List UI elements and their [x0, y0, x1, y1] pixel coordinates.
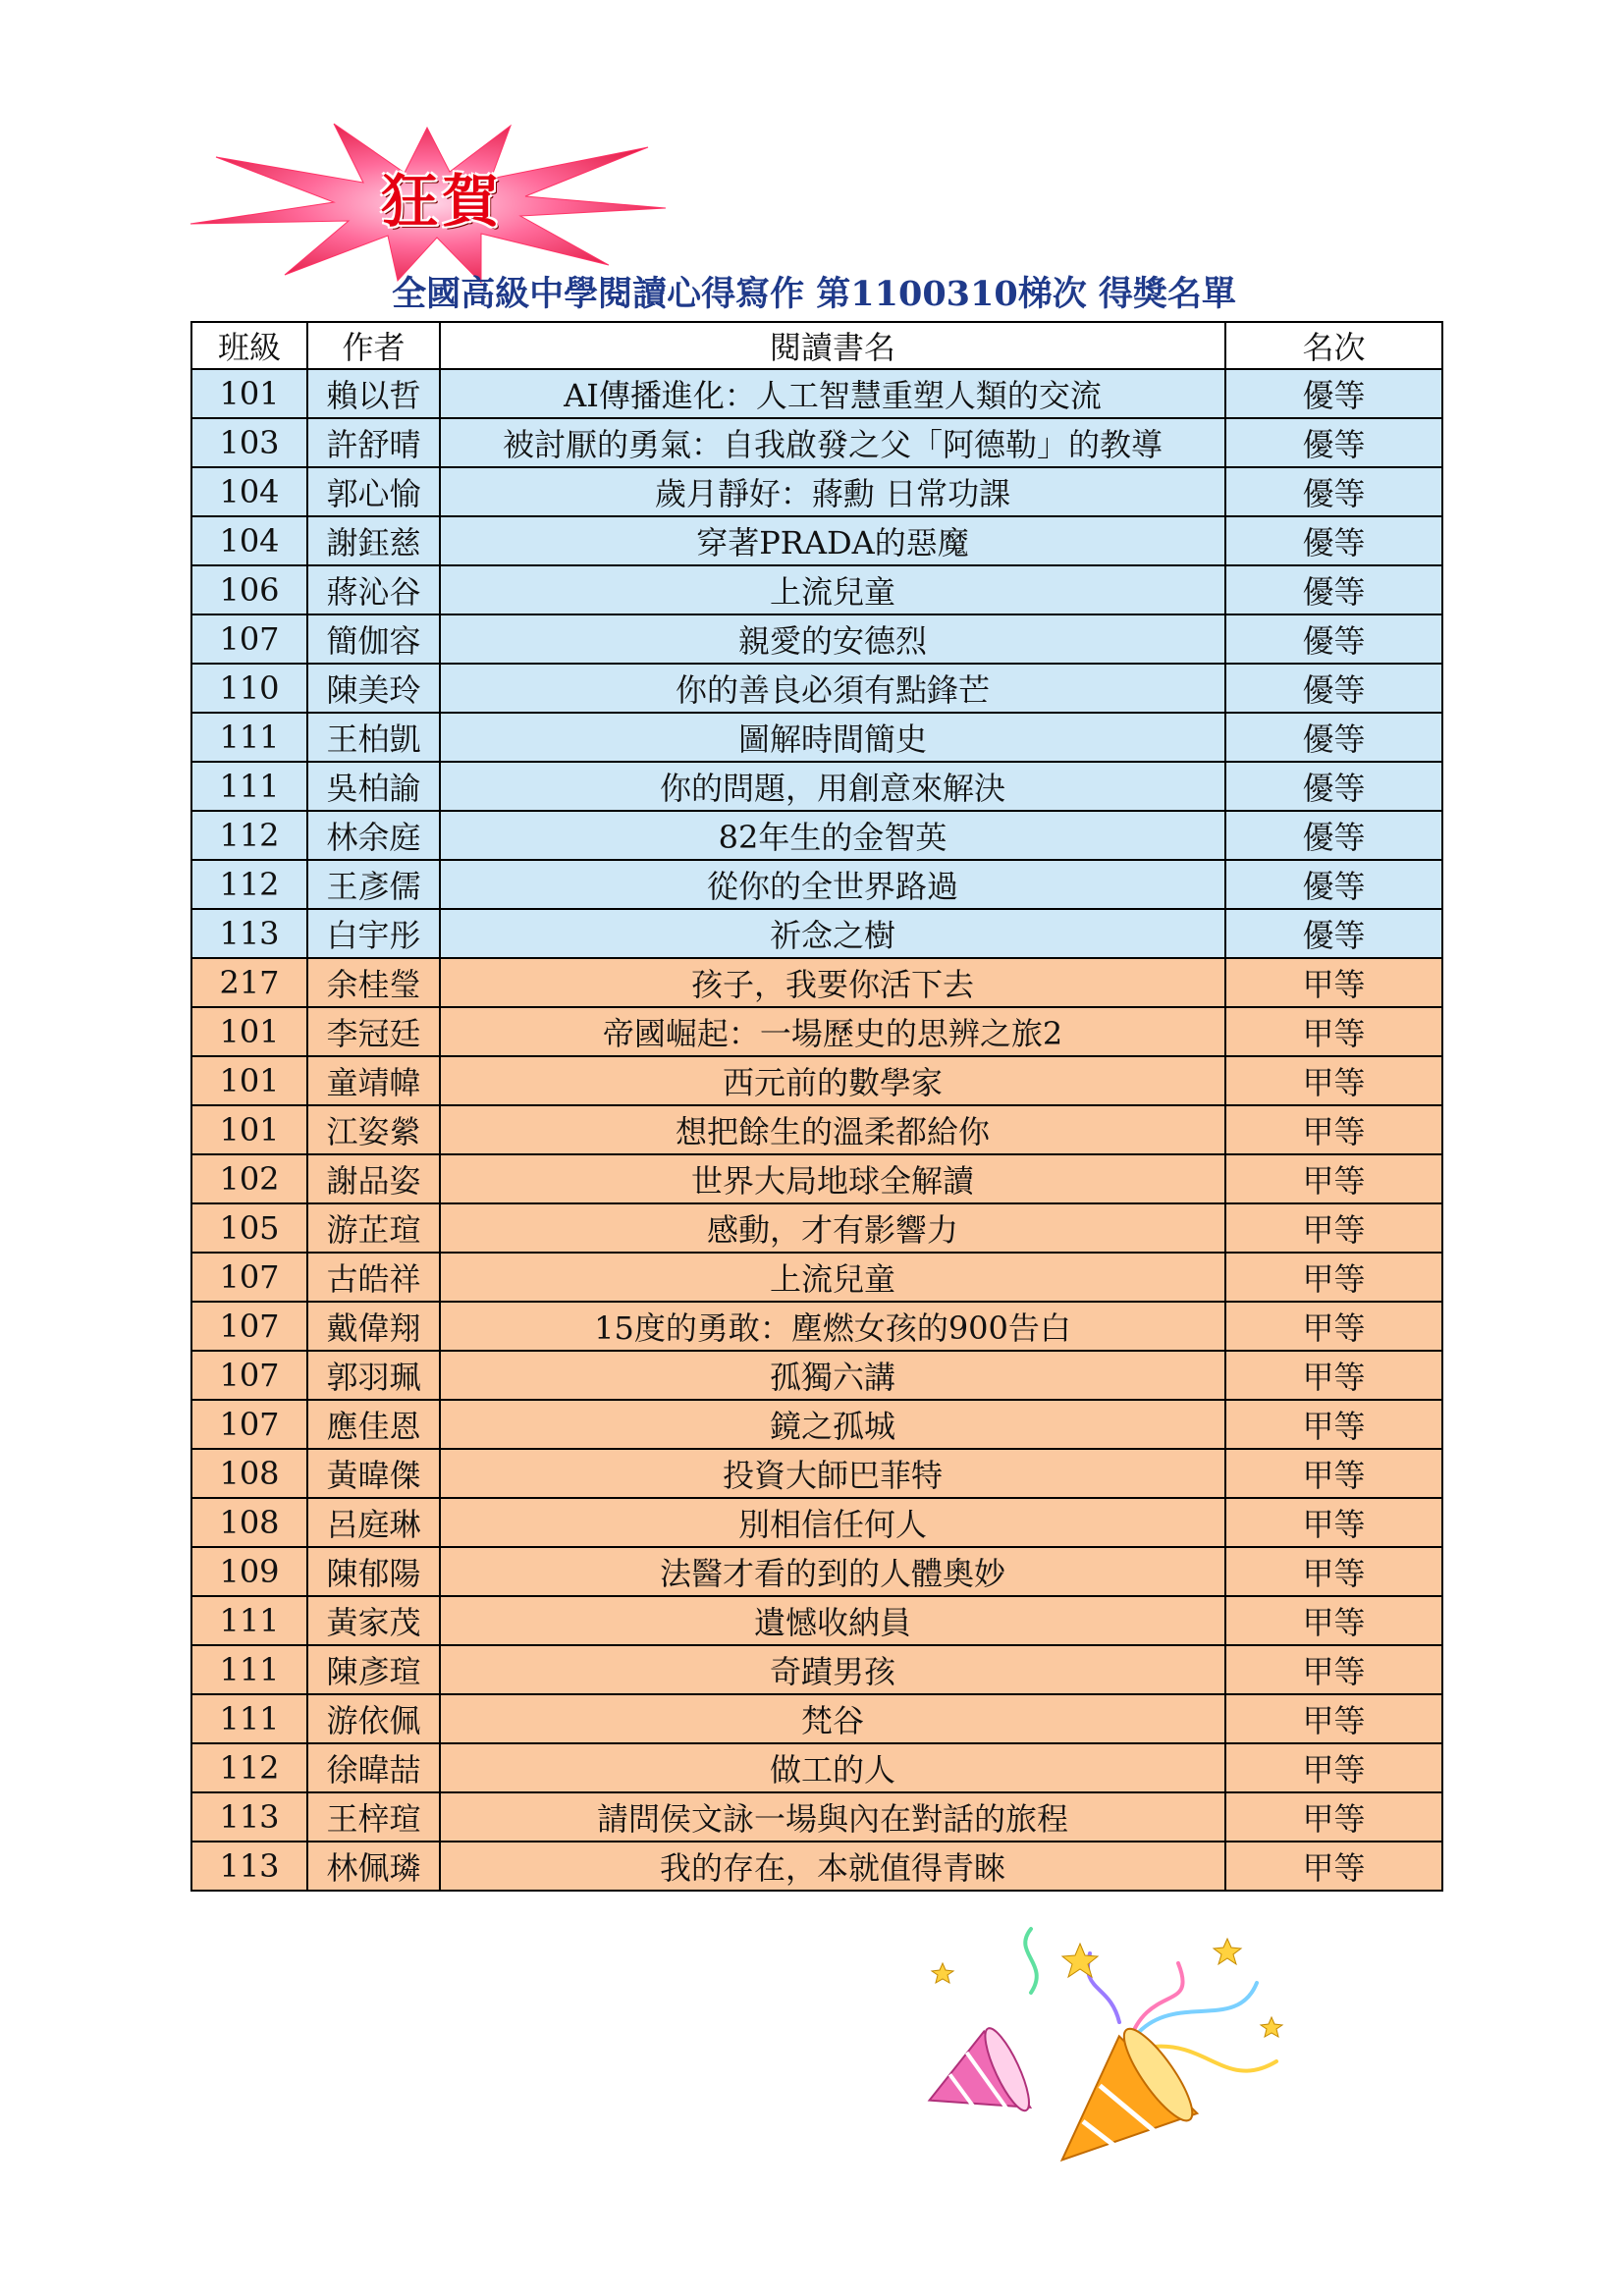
header-book-title: 閱讀書名	[440, 322, 1225, 369]
cell-class: 113	[191, 1792, 307, 1842]
cell-author: 江姿縈	[307, 1105, 440, 1154]
cell-book-title: 孩子，我要你活下去	[440, 958, 1225, 1007]
table-row	[191, 516, 1442, 565]
cell-rank: 優等	[1225, 516, 1442, 565]
cell-book-title: 感動，才有影響力	[440, 1203, 1225, 1253]
award-table	[190, 321, 1443, 1892]
cell-class: 105	[191, 1203, 307, 1253]
cell-author: 戴偉翔	[307, 1302, 440, 1351]
cell-class: 108	[191, 1449, 307, 1498]
cell-rank: 甲等	[1225, 1203, 1442, 1253]
cell-rank: 甲等	[1225, 1007, 1442, 1056]
table-row	[191, 958, 1442, 1007]
cell-class: 107	[191, 1253, 307, 1302]
cell-class: 112	[191, 860, 307, 909]
cell-author: 白宇彤	[307, 909, 440, 958]
cell-class: 106	[191, 565, 307, 614]
cell-rank: 甲等	[1225, 1449, 1442, 1498]
cell-book-title: 做工的人	[440, 1743, 1225, 1792]
cell-class: 104	[191, 516, 307, 565]
cell-book-title: 從你的全世界路過	[440, 860, 1225, 909]
page-title: 全國高級中學閱讀心得寫作 第1100310梯次 得獎名單	[392, 274, 1236, 314]
cell-rank: 甲等	[1225, 1645, 1442, 1694]
cell-book-title: 親愛的安德烈	[440, 614, 1225, 664]
cell-class: 111	[191, 762, 307, 811]
table-row	[191, 909, 1442, 958]
cell-rank: 甲等	[1225, 1400, 1442, 1449]
cell-class: 101	[191, 1105, 307, 1154]
table-row	[191, 1498, 1442, 1547]
cell-book-title: 圖解時間簡史	[440, 713, 1225, 762]
cell-rank: 優等	[1225, 664, 1442, 713]
cell-author: 郭羽珮	[307, 1351, 440, 1400]
table-row	[191, 664, 1442, 713]
banner-text: 狂賀	[380, 168, 503, 235]
cell-book-title: 想把餘生的溫柔都給你	[440, 1105, 1225, 1154]
cell-rank: 甲等	[1225, 1105, 1442, 1154]
table-row	[191, 1400, 1442, 1449]
cell-author: 黃暐傑	[307, 1449, 440, 1498]
cell-class: 217	[191, 958, 307, 1007]
cell-author: 謝品姿	[307, 1154, 440, 1203]
cell-rank: 優等	[1225, 369, 1442, 418]
cell-author: 簡伽容	[307, 614, 440, 664]
cell-author: 陳郁陽	[307, 1547, 440, 1596]
cell-author: 林余庭	[307, 811, 440, 860]
cell-book-title: 15度的勇敢：塵燃女孩的900告白	[440, 1302, 1225, 1351]
table-row	[191, 1743, 1442, 1792]
cell-book-title: 祈念之樹	[440, 909, 1225, 958]
cell-class: 111	[191, 1645, 307, 1694]
cell-author: 古皓祥	[307, 1253, 440, 1302]
table-row	[191, 811, 1442, 860]
table-row	[191, 1056, 1442, 1105]
cell-author: 王柏凱	[307, 713, 440, 762]
cell-author: 徐暐喆	[307, 1743, 440, 1792]
cell-class: 109	[191, 1547, 307, 1596]
table-row	[191, 1302, 1442, 1351]
header-class: 班級	[191, 322, 307, 369]
party-popper-icon	[884, 1924, 1296, 2179]
cell-rank: 優等	[1225, 565, 1442, 614]
cell-book-title: AI傳播進化：人工智慧重塑人類的交流	[440, 369, 1225, 418]
cell-author: 游芷瑄	[307, 1203, 440, 1253]
cell-book-title: 世界大局地球全解讀	[440, 1154, 1225, 1203]
cell-author: 郭心愉	[307, 467, 440, 516]
cell-rank: 優等	[1225, 614, 1442, 664]
cell-book-title: 我的存在，本就值得青睞	[440, 1842, 1225, 1891]
cell-book-title: 上流兒童	[440, 1253, 1225, 1302]
table-row	[191, 1154, 1442, 1203]
cell-class: 104	[191, 467, 307, 516]
cell-author: 賴以哲	[307, 369, 440, 418]
cell-rank: 甲等	[1225, 1792, 1442, 1842]
cell-book-title: 請問侯文詠一場與內在對話的旅程	[440, 1792, 1225, 1842]
cell-author: 林佩璘	[307, 1842, 440, 1891]
cell-rank: 甲等	[1225, 1596, 1442, 1645]
cell-author: 呂庭琳	[307, 1498, 440, 1547]
cell-author: 王梓瑄	[307, 1792, 440, 1842]
cell-author: 應佳恩	[307, 1400, 440, 1449]
cell-book-title: 孤獨六講	[440, 1351, 1225, 1400]
cell-class: 111	[191, 1596, 307, 1645]
table-row	[191, 1547, 1442, 1596]
cell-rank: 甲等	[1225, 1743, 1442, 1792]
cell-book-title: 投資大師巴菲特	[440, 1449, 1225, 1498]
table-row	[191, 1203, 1442, 1253]
table-row	[191, 1842, 1442, 1891]
cell-rank: 優等	[1225, 467, 1442, 516]
cell-class: 113	[191, 909, 307, 958]
cell-class: 107	[191, 1351, 307, 1400]
cell-author: 王彥儒	[307, 860, 440, 909]
cell-rank: 甲等	[1225, 1694, 1442, 1743]
cell-class: 107	[191, 1400, 307, 1449]
table-row	[191, 565, 1442, 614]
cell-book-title: 上流兒童	[440, 565, 1225, 614]
cell-class: 103	[191, 418, 307, 467]
cell-book-title: 法醫才看的到的人體奧妙	[440, 1547, 1225, 1596]
cell-class: 108	[191, 1498, 307, 1547]
table-header-row	[191, 322, 1442, 369]
cell-author: 童靖幃	[307, 1056, 440, 1105]
cell-class: 112	[191, 1743, 307, 1792]
cell-class: 101	[191, 1007, 307, 1056]
cell-book-title: 歲月靜好：蔣勳 日常功課	[440, 467, 1225, 516]
cell-rank: 優等	[1225, 860, 1442, 909]
cell-rank: 優等	[1225, 418, 1442, 467]
cell-class: 102	[191, 1154, 307, 1203]
cell-book-title: 奇蹟男孩	[440, 1645, 1225, 1694]
cell-book-title: 你的問題，用創意來解決	[440, 762, 1225, 811]
table-row	[191, 860, 1442, 909]
cell-rank: 甲等	[1225, 1302, 1442, 1351]
cell-rank: 甲等	[1225, 1498, 1442, 1547]
cell-book-title: 別相信任何人	[440, 1498, 1225, 1547]
cell-rank: 甲等	[1225, 1351, 1442, 1400]
header-author: 作者	[307, 322, 440, 369]
cell-author: 余桂瑩	[307, 958, 440, 1007]
cell-book-title: 穿著PRADA的惡魔	[440, 516, 1225, 565]
cell-rank: 優等	[1225, 909, 1442, 958]
cell-rank: 甲等	[1225, 958, 1442, 1007]
cell-author: 陳美玲	[307, 664, 440, 713]
table-row	[191, 1449, 1442, 1498]
cell-author: 黃家茂	[307, 1596, 440, 1645]
cell-book-title: 你的善良必須有點鋒芒	[440, 664, 1225, 713]
header-rank: 名次	[1225, 322, 1442, 369]
cell-class: 111	[191, 1694, 307, 1743]
cell-author: 吳柏諭	[307, 762, 440, 811]
table-row	[191, 418, 1442, 467]
cell-author: 游依佩	[307, 1694, 440, 1743]
table-row	[191, 1694, 1442, 1743]
table-row	[191, 467, 1442, 516]
table-row	[191, 1007, 1442, 1056]
table-row	[191, 1596, 1442, 1645]
cell-rank: 甲等	[1225, 1547, 1442, 1596]
table-row	[191, 614, 1442, 664]
cell-book-title: 帝國崛起：一場歷史的思辨之旅2	[440, 1007, 1225, 1056]
cell-author: 蔣沁谷	[307, 565, 440, 614]
cell-book-title: 遺憾收納員	[440, 1596, 1225, 1645]
table-row	[191, 1105, 1442, 1154]
cell-rank: 甲等	[1225, 1842, 1442, 1891]
cell-author: 謝鈺慈	[307, 516, 440, 565]
cell-author: 陳彥瑄	[307, 1645, 440, 1694]
cell-class: 112	[191, 811, 307, 860]
cell-class: 107	[191, 1302, 307, 1351]
cell-class: 101	[191, 1056, 307, 1105]
cell-book-title: 鏡之孤城	[440, 1400, 1225, 1449]
cell-rank: 優等	[1225, 811, 1442, 860]
cell-class: 111	[191, 713, 307, 762]
cell-book-title: 梵谷	[440, 1694, 1225, 1743]
cell-book-title: 82年生的金智英	[440, 811, 1225, 860]
cell-rank: 甲等	[1225, 1056, 1442, 1105]
cell-class: 113	[191, 1842, 307, 1891]
table-row	[191, 713, 1442, 762]
cell-class: 101	[191, 369, 307, 418]
table-row	[191, 1792, 1442, 1842]
cell-author: 李冠廷	[307, 1007, 440, 1056]
cell-author: 許舒晴	[307, 418, 440, 467]
cell-rank: 甲等	[1225, 1253, 1442, 1302]
table-row	[191, 1645, 1442, 1694]
cell-rank: 優等	[1225, 713, 1442, 762]
table-row	[191, 369, 1442, 418]
cell-rank: 優等	[1225, 762, 1442, 811]
cell-book-title: 西元前的數學家	[440, 1056, 1225, 1105]
cell-class: 110	[191, 664, 307, 713]
table-row	[191, 762, 1442, 811]
table-row	[191, 1253, 1442, 1302]
cell-rank: 甲等	[1225, 1154, 1442, 1203]
table-row	[191, 1351, 1442, 1400]
cell-class: 107	[191, 614, 307, 664]
cell-book-title: 被討厭的勇氣：自我啟發之父「阿德勒」的教導	[440, 418, 1225, 467]
